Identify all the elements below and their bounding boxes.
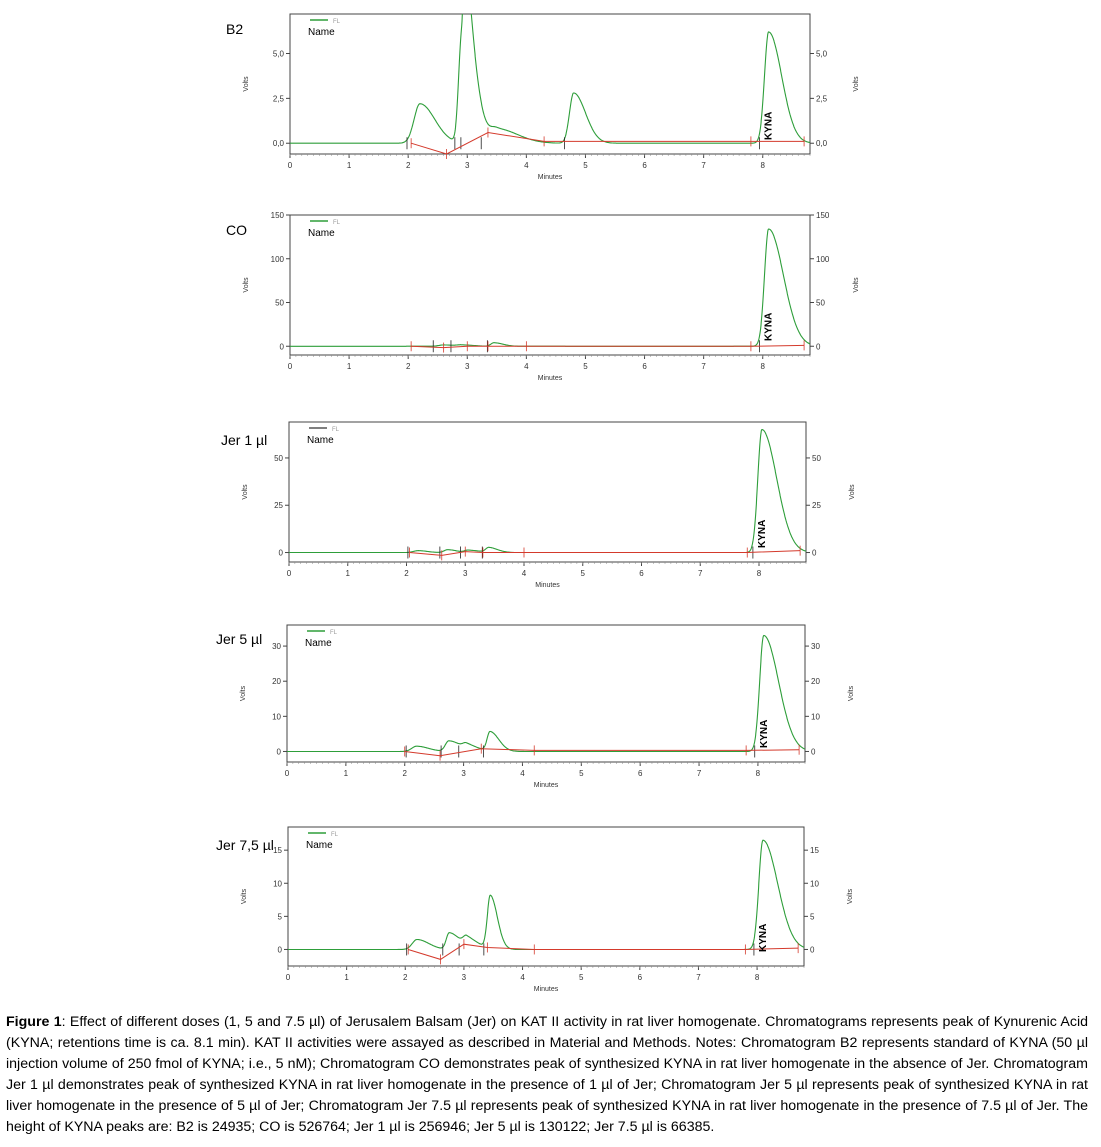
y-tick-label-left: 0 (278, 548, 283, 558)
y-tick-label-left: 100 (270, 254, 284, 264)
x-tick-label: 8 (756, 569, 762, 578)
legend-line-label: FL (331, 832, 339, 838)
y-axis-label-left: Volts (243, 76, 250, 92)
y-tick-label-left: 25 (274, 501, 283, 511)
x-axis-label: Minutes (535, 582, 560, 589)
y-tick-label-left: 0,0 (272, 139, 284, 149)
y-axis-label-right: Volts (848, 685, 855, 702)
y-tick-label-left: 50 (274, 453, 283, 463)
legend-name-label: Name (306, 840, 333, 851)
fl-trace-line (287, 636, 805, 752)
x-tick-label: 5 (579, 769, 584, 778)
y-tick-label-left: 10 (272, 712, 281, 722)
baseline-line (408, 944, 798, 959)
x-axis-label: Minutes (533, 986, 559, 993)
x-tick-label: 0 (287, 362, 293, 371)
y-tick-label-right: 5,0 (816, 49, 828, 59)
fl-trace-line (290, 0, 810, 143)
y-tick-label-right: 10 (810, 879, 819, 889)
x-tick-label: 6 (642, 161, 647, 170)
legend-name-label: Name (308, 228, 335, 239)
panel-label: B2 (226, 21, 244, 37)
x-axis-label: Minutes (537, 174, 563, 181)
x-tick-label: 2 (403, 973, 408, 982)
y-tick-label-right: 50 (816, 298, 825, 308)
y-tick-label-right: 25 (812, 501, 821, 511)
x-tick-label: 2 (405, 161, 411, 170)
x-tick-label: 2 (402, 769, 407, 778)
x-tick-label: 3 (465, 161, 470, 170)
legend-line-label: FL (333, 220, 341, 226)
chromatogram-panel-3 (221, 422, 856, 589)
kyna-peak-label: KYNA (758, 719, 770, 748)
y-tick-label-right: 10 (811, 712, 820, 722)
x-tick-label: 0 (287, 161, 293, 170)
legend-line-label: FL (330, 630, 338, 636)
plot-frame (287, 625, 805, 762)
legend-line-label: FL (332, 427, 340, 433)
x-tick-label: 3 (465, 362, 470, 371)
x-tick-label: 0 (285, 973, 291, 982)
plot-frame (289, 422, 806, 562)
x-tick-label: 6 (642, 362, 647, 371)
x-tick-label: 6 (639, 569, 644, 578)
y-tick-label-left: 0 (276, 747, 281, 757)
plot-frame (290, 215, 810, 355)
x-tick-label: 7 (701, 161, 706, 170)
legend-name-label: Name (308, 27, 335, 38)
x-tick-label: 6 (637, 973, 643, 982)
x-tick-label: 5 (583, 161, 588, 170)
fl-trace-line (289, 430, 806, 553)
y-tick-label-left: 20 (272, 677, 281, 687)
x-axis-label: Minutes (533, 782, 559, 789)
x-tick-label: 1 (346, 161, 352, 170)
plot-frame (290, 14, 810, 154)
x-tick-label: 4 (520, 973, 525, 982)
figure-caption (6, 1012, 1088, 1138)
panel-label: Jer 7,5 µl (216, 837, 274, 853)
y-tick-label-left: 2,5 (272, 94, 284, 104)
baseline-line (409, 551, 800, 556)
y-tick-label-left: 15 (273, 846, 282, 856)
x-tick-label: 5 (583, 362, 588, 371)
y-tick-label-right: 100 (816, 254, 830, 264)
x-tick-label: 1 (345, 569, 350, 578)
x-axis-label: Minutes (537, 375, 563, 382)
x-tick-label: 4 (521, 569, 527, 578)
x-tick-label: 2 (404, 569, 409, 578)
y-tick-label-left: 5 (277, 912, 282, 922)
y-axis-label-left: Volts (241, 888, 248, 905)
y-tick-label-right: 20 (811, 677, 820, 687)
y-tick-label-right: 0 (811, 747, 816, 757)
caption-label: Figure 1 (6, 1014, 62, 1030)
y-tick-label-right: 0,0 (816, 139, 828, 149)
kyna-peak-label: KYNA (763, 312, 775, 341)
x-tick-label: 4 (524, 161, 529, 170)
y-tick-label-right: 0 (810, 945, 815, 955)
y-tick-label-right: 0 (812, 548, 817, 558)
y-axis-label-right: Volts (847, 888, 854, 905)
y-tick-label-left: 5,0 (272, 49, 284, 59)
y-tick-label-right: 0 (816, 342, 821, 352)
x-tick-label: 2 (405, 362, 411, 371)
y-tick-label-left: 50 (275, 298, 284, 308)
panel-label: Jer 5 µl (216, 631, 263, 647)
x-tick-label: 3 (461, 973, 467, 982)
y-tick-label-right: 2,5 (816, 94, 828, 104)
chromatogram-panel-5 (216, 827, 854, 993)
x-tick-label: 4 (520, 769, 525, 778)
y-axis-label-right: Volts (853, 277, 860, 293)
x-tick-label: 5 (580, 569, 585, 578)
y-axis-label-right: Volts (849, 484, 856, 500)
y-axis-label-left: Volts (242, 484, 249, 500)
kyna-peak-label: KYNA (757, 923, 769, 952)
x-tick-label: 1 (346, 362, 352, 371)
y-axis-label-right: Volts (853, 76, 860, 92)
x-tick-label: 7 (696, 973, 701, 982)
x-tick-label: 8 (755, 769, 761, 778)
x-tick-label: 7 (696, 769, 702, 778)
chromatogram-panel-2 (226, 211, 860, 382)
kyna-peak-label: KYNA (756, 519, 768, 548)
x-tick-label: 3 (463, 569, 468, 578)
x-tick-label: 3 (461, 769, 466, 778)
y-tick-label-left: 0 (277, 945, 282, 955)
fl-trace-line (290, 229, 810, 346)
y-axis-label-left: Volts (243, 277, 250, 293)
panel-label: Jer 1 µl (221, 432, 268, 448)
legend-line-label: FL (333, 19, 341, 25)
y-tick-label-right: 15 (810, 846, 819, 856)
x-tick-label: 8 (754, 973, 760, 982)
y-tick-label-left: 150 (270, 211, 284, 220)
x-tick-label: 7 (698, 569, 703, 578)
y-axis-label-left: Volts (240, 685, 247, 702)
x-tick-label: 5 (578, 973, 584, 982)
x-tick-label: 6 (637, 769, 643, 778)
chromatogram-panel-1 (226, 0, 860, 181)
x-tick-label: 8 (760, 362, 765, 371)
y-tick-label-left: 10 (273, 879, 282, 889)
plot-frame (288, 827, 804, 966)
fl-trace-line (288, 840, 804, 949)
x-tick-label: 0 (286, 569, 292, 578)
chromatogram-panel-4 (216, 625, 855, 789)
x-tick-label: 7 (701, 362, 706, 371)
y-tick-label-left: 30 (272, 642, 281, 652)
kyna-peak-label: KYNA (763, 111, 775, 140)
legend-name-label: Name (305, 638, 332, 649)
x-tick-label: 1 (343, 769, 349, 778)
caption-text: : Effect of different doses (1, 5 and 7.5 µl) of Jerusalem Balsam (Jer) on KAT II activity in rat liver homogenate. Chromatograms represents peak of Kynurenic Acid (KYNA; retentions time is ca. 8.1 min). KAT II activities were assayed as described in Material and Methods. Notes: Chromatogram B2 represents standard of KYNA (50 µl injection volume of 250 fmol of KYNA; i.e., 5 nM); Chromatogram CO demonstrates peak of synthesized KYNA in rat liver homogenate in the absence of Jer. Chromatogram Jer 1 µl demonstrates peak of synthesized KYNA in rat liver homogenate in the presence of 1 µl of Jer; Chromatogram Jer 5 µl represents peak of synthesized KYNA in rat liver homogenate in the presence of 5 µl of Jer; Chromatogram Jer 7.5 µl represents peak of synthesized KYNA in rat liver homogenate in the presence of 7.5 µl of Jer. The height of KYNA peaks are: B2 is 24935; CO is 526764; Jer 1 µl is 256946; Jer 5 µl is 130122; Jer 7.5 µl is 66385. (6, 1014, 1089, 1135)
y-tick-label-right: 50 (812, 453, 821, 463)
x-tick-label: 8 (760, 161, 765, 170)
legend-name-label: Name (307, 435, 334, 446)
y-tick-label-right: 150 (816, 211, 830, 220)
baseline-line (405, 749, 799, 756)
x-tick-label: 0 (284, 769, 290, 778)
x-tick-label: 1 (344, 973, 349, 982)
y-tick-label-left: 0 (279, 342, 284, 352)
x-tick-label: 4 (524, 362, 529, 371)
y-tick-label-right: 5 (810, 912, 815, 922)
panel-label: CO (226, 222, 247, 238)
y-tick-label-right: 30 (811, 642, 820, 652)
